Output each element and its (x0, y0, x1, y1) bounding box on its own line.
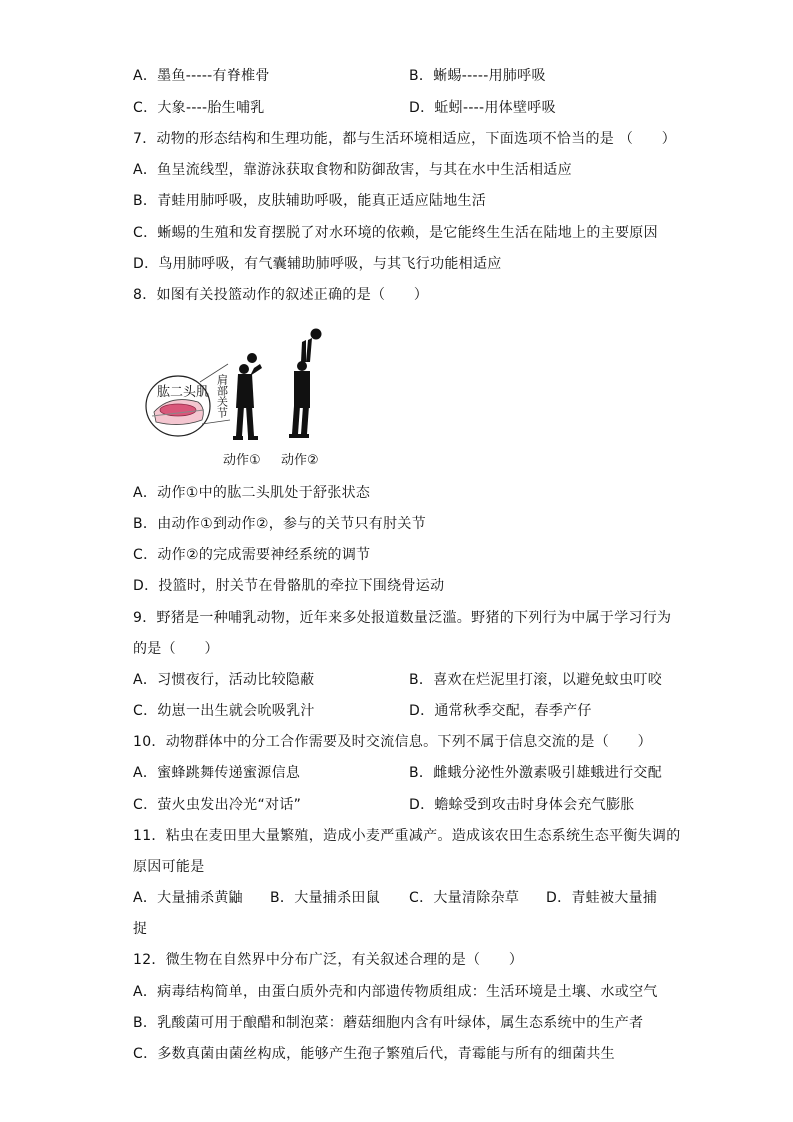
q9-option-c: C．幼崽一出生就会吮吸乳汁 (133, 703, 315, 719)
q9-option-d: D．通常秋季交配，春季产仔 (409, 703, 592, 719)
q8-stem: 8．如图有关投篮动作的叙述正确的是（ ） (133, 287, 429, 303)
q8-option-b: B．由动作①到动作②，参与的关节只有肘关节 (133, 516, 427, 532)
q7-option-b: B．青蛙用肺呼吸，皮肤辅助呼吸，能真正适应陆地生活 (133, 193, 487, 209)
q7-option-c: C．蜥蜴的生殖和发育摆脱了对水环境的依赖，是它能终生生活在陆地上的主要原因 (133, 225, 658, 241)
joint-label: 肩部关节 (215, 374, 229, 418)
q11-option-b: B．大量捕杀田鼠 (270, 890, 381, 906)
q11-stem-line1: 11．粘虫在麦田里大量繁殖，造成小麦严重减产。造成该农田生态系统生态平衡失调的 (133, 828, 681, 844)
q7-stem: 7．动物的形态结构和生理功能，都与生活环境相适应，下面选项不恰当的是 （ ） (133, 131, 677, 147)
q6-option-a: A．墨鱼-----有脊椎骨 (133, 68, 270, 84)
q11-option-a: A．大量捕杀黄鼬 (133, 890, 243, 906)
q11-option-d-continued: 捉 (133, 921, 148, 937)
basketball-2 (311, 329, 322, 340)
q8-option-d: D．投篮时，肘关节在骨骼肌的牵拉下围绕骨运动 (133, 578, 445, 594)
q8-option-a: A．动作①中的肱二头肌处于舒张状态 (133, 485, 371, 501)
q9-option-a: A．习惯夜行，活动比较隐蔽 (133, 672, 315, 688)
q10-option-b: B．雌蛾分泌性外激素吸引雄蛾进行交配 (409, 765, 663, 781)
q11-option-c: C．大量清除杂草 (409, 890, 520, 906)
q7-option-a: A．鱼呈流线型，靠游泳获取食物和防御敌害，与其在水中生活相适应 (133, 162, 572, 178)
q6-option-b: B．蜥蜴-----用肺呼吸 (409, 68, 546, 84)
q6-option-c: C．大象----胎生哺乳 (133, 100, 265, 116)
q7-option-d: D．鸟用肺呼吸，有气囊辅助肺呼吸，与其飞行功能相适应 (133, 256, 502, 272)
q12-option-a: A．病毒结构简单，由蛋白质外壳和内部遗传物质组成：生活环境是土壤、水或空气 (133, 984, 658, 1000)
action-2-label: 动作② (281, 453, 319, 468)
basketball-shooting-figure (140, 324, 340, 474)
player-2-silhouette (289, 329, 322, 439)
q10-option-d: D．蟾蜍受到攻击时身体会充气膨胀 (409, 797, 635, 813)
q9-stem-line2: 的是（ ） (133, 641, 219, 657)
q9-stem-line1: 9．野猪是一种哺乳动物，近年来多处报道数量泛滥。野猪的下列行为中属于学习行为 (133, 610, 672, 626)
q11-stem-line2: 原因可能是 (133, 859, 205, 875)
q8-option-c: C．动作②的完成需要神经系统的调节 (133, 547, 371, 563)
q9-option-b: B．喜欢在烂泥里打滚，以避免蚊虫叮咬 (409, 672, 663, 688)
q11-option-d: D．青蛙被大量捕 (546, 890, 658, 906)
q12-option-b: B．乳酸菌可用于酿醋和制泡菜：蘑菇细胞内含有叶绿体，属生态系统中的生产者 (133, 1015, 644, 1031)
q10-option-a: A．蜜蜂跳舞传递蜜源信息 (133, 765, 301, 781)
player-1-silhouette (233, 353, 262, 440)
q12-option-c: C．多数真菌由菌丝构成，能够产生孢子繁殖后代，青霉能与所有的细菌共生 (133, 1046, 615, 1062)
q10-stem: 10．动物群体中的分工合作需要及时交流信息。下列不属于信息交流的是（ ） (133, 734, 652, 750)
basketball-1 (247, 353, 257, 363)
action-1-label: 动作① (223, 453, 261, 468)
q6-option-d: D．蚯蚓----用体壁呼吸 (409, 100, 556, 116)
muscle-label: 肱二头肌 (157, 385, 210, 400)
q10-option-c: C．萤火虫发出冷光“对话” (133, 797, 302, 813)
q12-stem: 12．微生物在自然界中分布广泛，有关叙述合理的是（ ） (133, 952, 524, 968)
